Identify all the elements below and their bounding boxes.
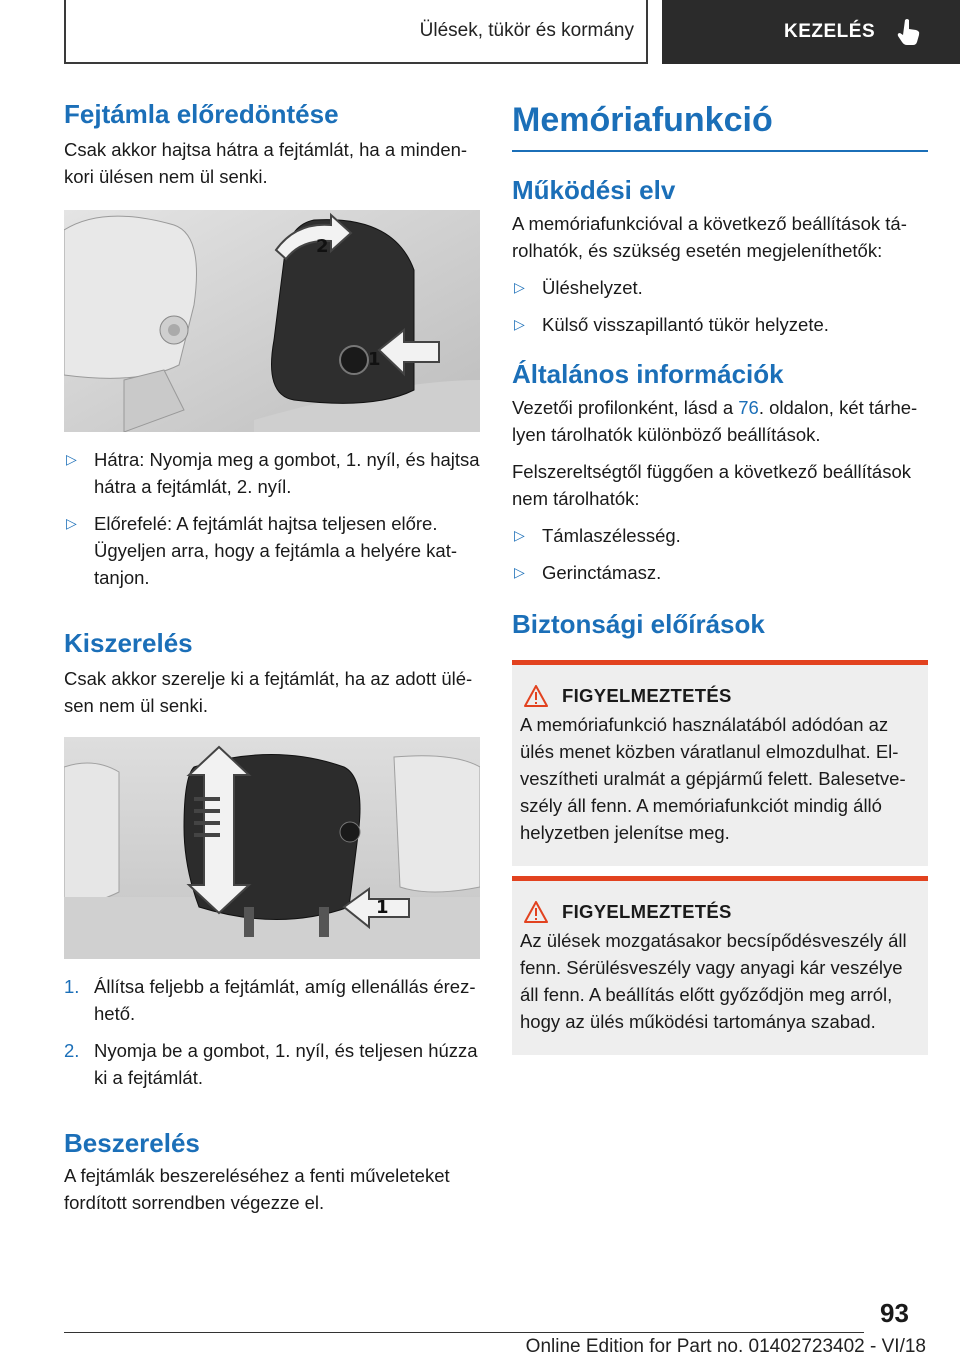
remove-step-list: [64, 973, 480, 1091]
triangle-bullet-icon: ▷: [514, 278, 525, 295]
footer-edition: Online Edition for Part no. 01402723402 - VI/18: [525, 1336, 926, 1357]
headrest-remove-image: [64, 737, 480, 959]
install-heading: Beszerelés: [64, 1127, 200, 1158]
list-item: 2. Nyomja be a gombot, 1. nyíl, és teljesen húzza ki a fejtámlát.: [64, 1039, 478, 1088]
warning-text: A memóriafunkció használatából adódóan az ülés menet közben váratlanul elmozdulhat. El-veszítheti uralmát a gépjármű felett. Balesetve-szély áll fenn. A memóriafunkciót mindig álló helyzetben jelenítse meg.: [520, 713, 906, 843]
tilt-label-2: 2: [316, 235, 329, 257]
triangle-bullet-icon: ▷: [66, 514, 77, 531]
tilt-label-1: 1: [368, 348, 381, 370]
tilt-heading: Fejtámla előredöntése: [64, 99, 339, 129]
header-tab[interactable]: [662, 0, 960, 64]
warning-label: FIGYELMEZTETÉS: [562, 684, 732, 706]
page-number: 93: [880, 1298, 909, 1328]
list-item: ▷ Előrefelé: A fejtámlát hajtsa teljesen előre. Ügyeljen arra, hogy a fejtámla a helyére kat-tanjon.: [64, 510, 480, 591]
safety-heading: Biztonsági előírások: [512, 608, 765, 639]
memory-heading: Memóriafunkció: [512, 101, 773, 139]
principle-heading: Működési elv: [512, 175, 676, 206]
remove-heading: Kiszerelés: [64, 627, 193, 658]
remove-intro: Csak akkor szerelje ki a fejtámlát, ha az adott ülé-sen nem ül senki.: [64, 667, 473, 716]
warning-triangle-icon: [524, 685, 548, 707]
hand-pointer-icon: [897, 18, 921, 46]
warning-label: FIGYELMEZTETÉS: [562, 900, 732, 922]
triangle-bullet-icon: ▷: [514, 315, 525, 332]
general-text: Vezetői profilonként, lásd a 76. oldalon, két tárhe-lyen tárolhatók különböző beállítások.: [512, 396, 918, 445]
warning-header: [520, 901, 920, 923]
header-tab-label: KEZELÉS: [784, 21, 876, 42]
right-column: [512, 98, 928, 1055]
principle-text: A memóriafunkcióval a következő beállítások tá-rolhatók, és szükség esetén megjeleníthetők:: [512, 212, 907, 261]
list-item: ▷ Hátra: Nyomja meg a gombot, 1. nyíl, és hajtsa hátra a fejtámlát, 2. nyíl.: [64, 446, 480, 500]
install-text: A fejtámlák beszereléséhez a fenti műveleteket fordított sorrendben végezze el.: [64, 1165, 450, 1214]
general-text-2: Felszereltségtől függően a következő beállítások nem tárolhatók:: [512, 460, 912, 509]
headrest-tilt-illustration: [64, 210, 480, 432]
tilt-bullet-list: [64, 446, 480, 591]
principle-bullet-list: [512, 274, 928, 338]
warning-header: [520, 685, 920, 707]
warning-box-2: [512, 876, 928, 1055]
left-column: [64, 98, 480, 1216]
triangle-bullet-icon: ▷: [514, 526, 525, 543]
list-item: ▷ Támlaszélesség.: [512, 522, 928, 549]
header-section: [64, 0, 648, 64]
triangle-bullet-icon: ▷: [66, 450, 77, 467]
headrest-tilt-image: [64, 210, 480, 432]
page-76-link[interactable]: 76: [738, 396, 759, 418]
tilt-intro: Csak akkor hajtsa hátra a fejtámlát, ha a minden-kori ülésen nem ül senki.: [64, 138, 468, 187]
warning-box-1: [512, 660, 928, 866]
warning-text: Az ülések mozgatásakor becsípődésveszély áll fenn. Sérülésveszély vagy anyagi kár veszélye áll fenn. A beállítás előtt győződjön meg arról, hogy az ülés működési tartománya szabad.: [520, 929, 907, 1032]
footer-divider: [64, 1332, 864, 1333]
warning-triangle-icon: [524, 901, 548, 923]
general-bullet-list: [512, 522, 928, 586]
list-item: ▷ Külső visszapillantó tükör helyzete.: [512, 311, 928, 338]
list-item: ▷ Üléshelyzet.: [512, 274, 928, 301]
triangle-bullet-icon: ▷: [514, 563, 525, 580]
list-item: ▷ Gerinctámasz.: [512, 559, 928, 586]
header-section-title: Ülések, tükör és kormány: [419, 20, 634, 41]
heading-divider: [512, 150, 928, 152]
remove-label-1: 1: [376, 896, 389, 918]
headrest-remove-illustration: [64, 737, 480, 959]
list-item: 1. Állítsa feljebb a fejtámlát, amíg ellenállás érez-hető.: [64, 975, 476, 1024]
general-heading: Általános információk: [512, 358, 784, 389]
